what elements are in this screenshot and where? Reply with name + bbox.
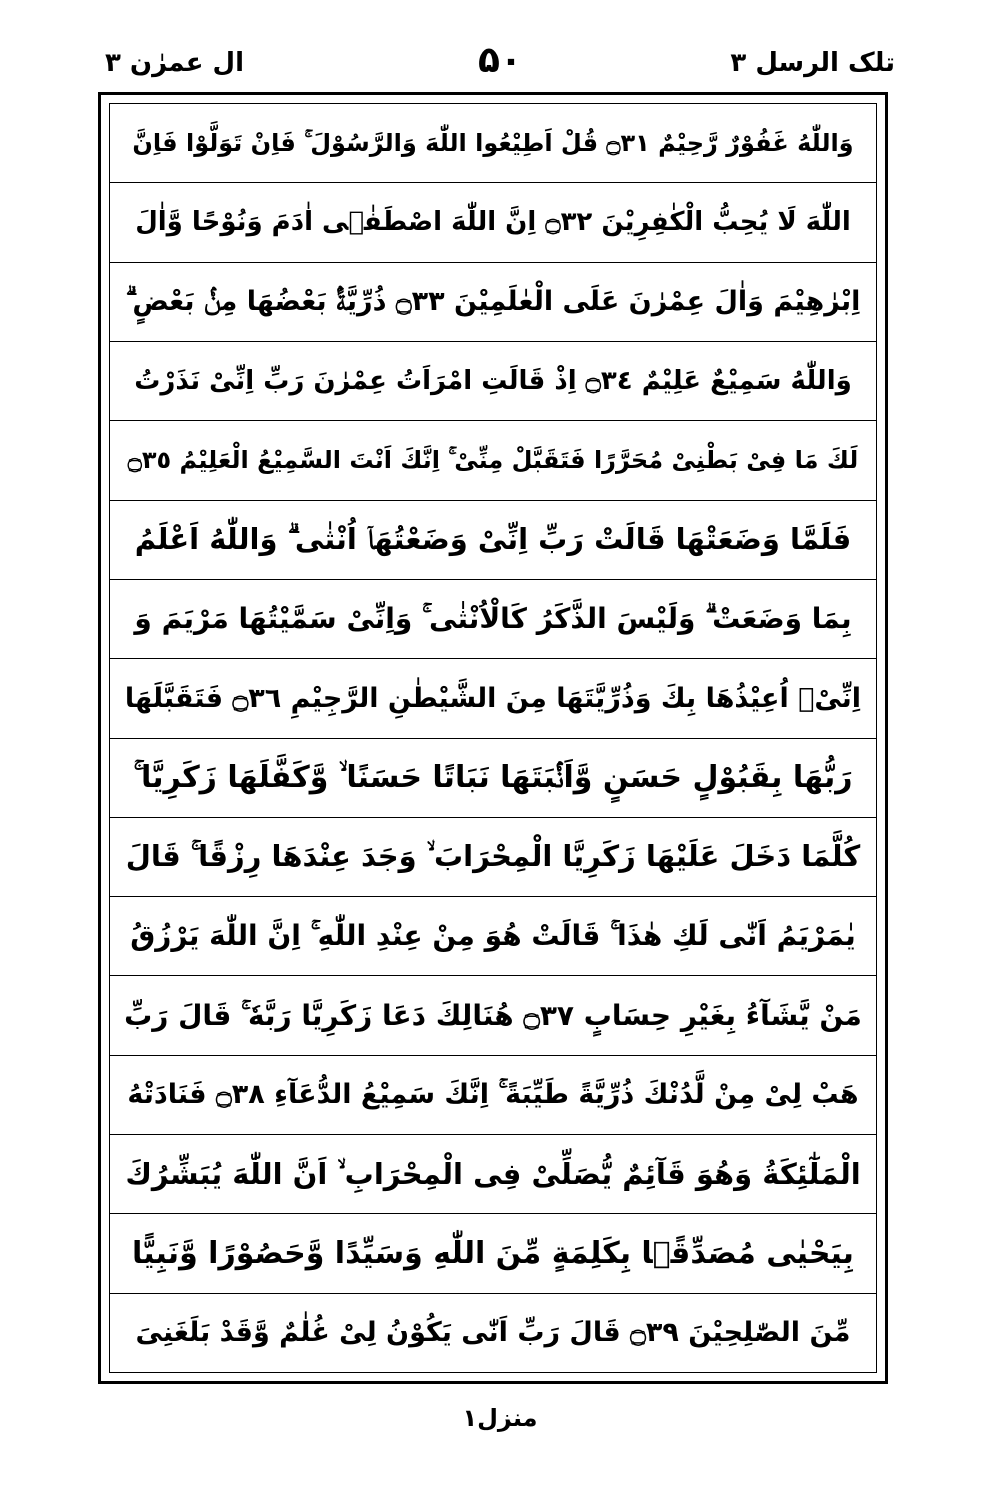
manzil-label: منزل۱: [462, 1404, 538, 1432]
verse-lines: [110, 104, 876, 1372]
verse-line-12: مَنْ يَّشَآءُ بِغَيْرِ حِسَابٍ ۝٣٧ هُنَالِكَ دَعَا زَكَرِيَّا رَبَّهٗ ۚ قَالَ رَبِّ: [110, 976, 876, 1055]
para-name: تلک الرسل ۳: [730, 48, 895, 78]
verse-line-8: اِنِّىْۤ اُعِيْذُهَا بِكَ وَذُرِّيَّتَهَا مِنَ الشَّيْطٰنِ الرَّجِيْمِ ۝٣٦ فَتَقَبَّلَهَا: [110, 659, 876, 738]
verse-line-15: بِيَحْيٰى مُصَدِّقًۢا بِكَلِمَةٍ مِّنَ اللّٰهِ وَسَيِّدًا وَّحَصُوْرًا وَّنَبِيًّا: [110, 1214, 876, 1293]
verse-line-11: يٰمَرْيَمُ اَنّٰى لَكِ هٰذَا ۚ قَالَتْ هُوَ مِنْ عِنْدِ اللّٰهِ ۚ اِنَّ اللّٰهَ يَرْزُقُ: [110, 897, 876, 976]
verse-line-10: كُلَّمَا دَخَلَ عَلَيْهَا زَكَرِيَّا الْمِحْرَابَ ۙ وَجَدَ عِنْدَهَا رِزْقًا ۚ قَالَ: [110, 818, 876, 897]
text-frame: [98, 92, 888, 1384]
verse-line-5: لَكَ مَا فِىْ بَطْنِىْ مُحَرَّرًا فَتَقَبَّلْ مِنِّىْ ۚ اِنَّكَ اَنْتَ السَّمِيْعُ الْعَلِيْمُ ۝٣٥: [110, 421, 876, 500]
verse-line-1: وَاللّٰهُ غَفُوْرٌ رَّحِيْمٌ ۝٣١ قُلْ اَطِيْعُوا اللّٰهَ وَالرَّسُوْلَ ۚ فَاِنْ تَوَلَّوْا فَاِنَّ: [110, 104, 876, 183]
verse-line-7: بِمَا وَضَعَتْ ۗ وَلَيْسَ الذَّكَرُ كَالْاُنْثٰى ۚ وَاِنِّىْ سَمَّيْتُهَا مَرْيَمَ وَ: [110, 580, 876, 659]
verse-line-2: اللّٰهَ لَا يُحِبُّ الْكٰفِرِيْنَ ۝٣٢ اِنَّ اللّٰهَ اصْطَفٰۤى اٰدَمَ وَنُوْحًا وَّاٰلَ: [110, 183, 876, 262]
surah-name: ال عمرٰن ۳: [105, 48, 245, 78]
verse-line-6: فَلَمَّا وَضَعَتْهَا قَالَتْ رَبِّ اِنِّىْ وَضَعْتُهَاۤ اُنْثٰى ۗ وَاللّٰهُ اَعْلَمُ: [110, 501, 876, 580]
verse-line-13: هَبْ لِىْ مِنْ لَّدُنْكَ ذُرِّيَّةً طَيِّبَةً ۚ اِنَّكَ سَمِيْعُ الدُّعَآءِ ۝٣٨ فَنَادَتْهُ: [110, 1056, 876, 1135]
verse-line-3: اِبْرٰهِيْمَ وَاٰلَ عِمْرٰنَ عَلَى الْعٰلَمِيْنَ ۝٣٣ ذُرِّيَّةًۢ بَعْضُهَا مِنْۢ بَعْضٍ ۗ: [110, 263, 876, 342]
verse-line-9: رَبُّهَا بِقَبُوْلٍ حَسَنٍ وَّاَنْۢبَتَهَا نَبَاتًا حَسَنًا ۙ وَّكَفَّلَهَا زَكَرِيَّا ۚ: [110, 739, 876, 818]
verse-line-4: وَاللّٰهُ سَمِيْعٌ عَلِيْمٌ ۝٣٤ اِذْ قَالَتِ امْرَاَتُ عِمْرٰنَ رَبِّ اِنِّىْ نَذَرْتُ: [110, 342, 876, 421]
verse-line-14: الْمَلٰٓئِكَةُ وَهُوَ قَآئِمٌ يُّصَلِّىْ فِى الْمِحْرَابِ ۙ اَنَّ اللّٰهَ يُبَشِّرُكَ: [110, 1135, 876, 1214]
page-number: ۵۰: [478, 40, 522, 81]
verse-line-16: مِّنَ الصّٰلِحِيْنَ ۝٣٩ قَالَ رَبِّ اَنّٰى يَكُوْنُ لِىْ غُلٰمٌ وَّقَدْ بَلَغَنِىَ: [135, 1317, 851, 1349]
text-frame-inner: [109, 103, 877, 1373]
page-header: [0, 40, 1000, 90]
